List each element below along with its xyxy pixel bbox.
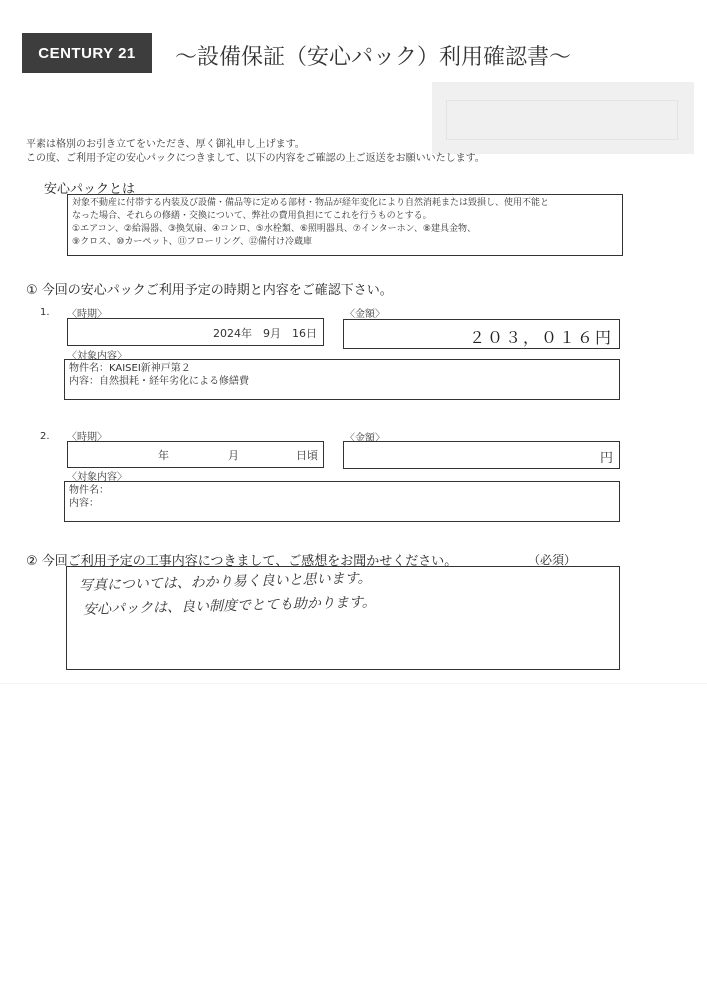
section-2-heading: ② 今回ご利用予定の工事内容につきまして、ご感想をお聞かせください。 (26, 554, 458, 569)
entry-1-target-label: 〈対象内容〉 (67, 351, 127, 362)
entry-2-amount-field[interactable] (343, 441, 620, 469)
entry-2-month: 月 (228, 449, 239, 462)
entry-2-period-field[interactable] (67, 441, 324, 468)
document-title: ～設備保証（安心パック）利用確認書～ (175, 45, 572, 70)
about-line-1: 対象不動産に付帯する内装及び設備・備品等に定める部材・物品が経年変化により自然消耗または毀損し、使用不能と (72, 198, 550, 208)
intro-text (26, 138, 485, 166)
entry-1-amount-value: ２０３，０１６円 (468, 328, 613, 347)
about-description-box (67, 194, 623, 256)
entry-2-yen: 円 (599, 451, 613, 466)
entry-2-target-field[interactable] (64, 481, 620, 522)
about-line-4: ⑨クロス、⑩カーペット、⑪フローリング、⑫備付け冷蔵庫 (72, 237, 313, 247)
entry-2-amount-label: 〈金額〉 (345, 433, 385, 444)
century21-logo: CENTURY 21 (22, 33, 152, 73)
entry-1-content: 内容：自然損耗・経年劣化による修繕費 (69, 376, 249, 387)
entry-1-amount-field[interactable] (343, 319, 620, 349)
feedback-box[interactable] (66, 566, 620, 670)
section-1-heading: ① 今回の安心パックご利用予定の時期と内容をご確認下さい。 (26, 283, 393, 298)
entry-2-period-label: 〈時期〉 (67, 432, 107, 443)
entry-2-number: 2. (40, 431, 50, 442)
entry-1-period-label: 〈時期〉 (67, 309, 107, 320)
entry-1-period-value: 2024年 9月 16日 (213, 327, 317, 340)
scan-edge (0, 683, 707, 684)
entry-2-target-label: 〈対象内容〉 (67, 472, 127, 483)
entry-1-period-field[interactable] (67, 318, 324, 346)
about-line-3: ①エアコン、②給湯器、③換気扇、④コンロ、⑤水栓類、⑥照明器具、⑦インターホン、⑧建具金物、 (72, 224, 476, 234)
about-line-2: なった場合、それらの修繕・交換について、弊社の費用負担にてこれを行うものとする。 (72, 211, 432, 221)
feedback-line-2: 安心パックは、良い制度でとても助かります。 (82, 594, 377, 618)
entry-2-year: 年 (158, 449, 169, 462)
entry-2-day: 日頃 (296, 449, 318, 462)
entry-1-amount-label: 〈金額〉 (345, 309, 385, 320)
intro-line-1: 平素は格別のお引き立てをいただき、厚く御礼申し上げます。 (26, 139, 305, 150)
required-mark: （必須） (528, 553, 577, 567)
entry-1-property: 物件名：KAISEI新神戸第２ (69, 363, 191, 374)
entry-1-target-field[interactable] (64, 359, 620, 400)
entry-2-content: 内容： (69, 498, 99, 509)
about-heading: 安心パックとは (44, 182, 136, 197)
feedback-line-1: 写真については、わかり易く良いと思います。 (78, 570, 372, 594)
entry-2-property: 物件名： (69, 485, 109, 496)
entry-1-number: 1. (40, 307, 50, 318)
intro-line-2: この度、ご利用予定の安心パックにつきまして、以下の内容をご確認の上ご返送をお願いいたします。 (26, 153, 485, 164)
